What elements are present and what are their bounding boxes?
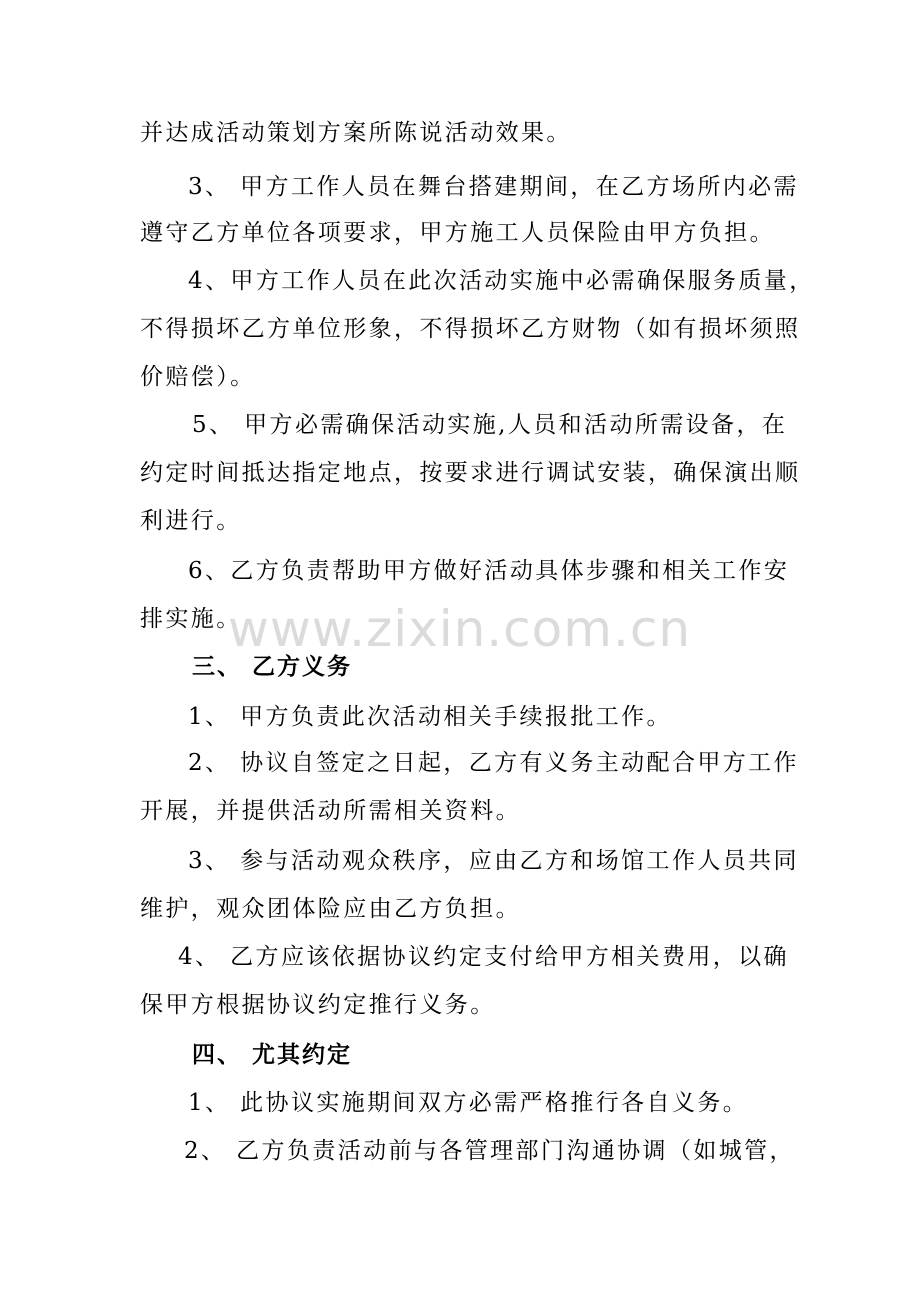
paragraph-line: 排实施。	[140, 606, 242, 632]
paragraph-line: 2、 乙方负责活动前与各管理部门沟通协调（如城管，	[184, 1138, 795, 1164]
paragraph-line: 利进行。	[140, 508, 242, 534]
paragraph-line: 3、 参与活动观众秩序，应由乙方和场馆工作人员共同	[188, 848, 799, 874]
paragraph-line: 1、 甲方负责此次活动相关手续报批工作。	[188, 704, 672, 730]
paragraph-line: 1、 此协议实施期间双方必需严格推行各自义务。	[188, 1090, 749, 1116]
paragraph-line: 2、 协议自签定之日起，乙方有义务主动配合甲方工作	[188, 750, 799, 776]
paragraph-line: 4、 乙方应该依据协议约定支付给甲方相关费用，以确	[178, 944, 789, 970]
paragraph-line: 不得损坏乙方单位形象，不得损坏乙方财物（如有损坏须照	[140, 316, 801, 342]
paragraph-line: 6、乙方负责帮助甲方做好活动具体步骤和相关工作安	[188, 558, 790, 584]
paragraph-line: 遵守乙方单位各项要求，甲方施工人员保险由甲方负担。	[140, 220, 775, 246]
paragraph-line: 3、 甲方工作人员在舞台搭建期间，在乙方场所内必需	[188, 174, 799, 200]
paragraph-line: 开展，并提供活动所需相关资料。	[140, 798, 521, 824]
watermark: www.zixin.com.cn	[228, 600, 692, 658]
section-heading: 三、 乙方义务	[192, 654, 353, 680]
paragraph-line: 4、甲方工作人员在此次活动实施中必需确保服务质量，	[188, 268, 815, 294]
paragraph-line: 约定时间抵达指定地点，按要求进行调试安装，确保演出顺	[140, 460, 801, 486]
paragraph-line: 保甲方根据协议约定推行义务。	[140, 992, 496, 1018]
section-heading: 四、 尤其约定	[192, 1042, 353, 1068]
paragraph-line: 5、 甲方必需确保活动实施,人员和活动所需设备，在	[192, 412, 788, 438]
paragraph-line: 维护，观众团体险应由乙方负担。	[140, 896, 521, 922]
paragraph-line: 价赔偿）。	[140, 364, 256, 390]
paragraph-line: 并达成活动策划方案所陈说活动效果。	[140, 120, 572, 146]
